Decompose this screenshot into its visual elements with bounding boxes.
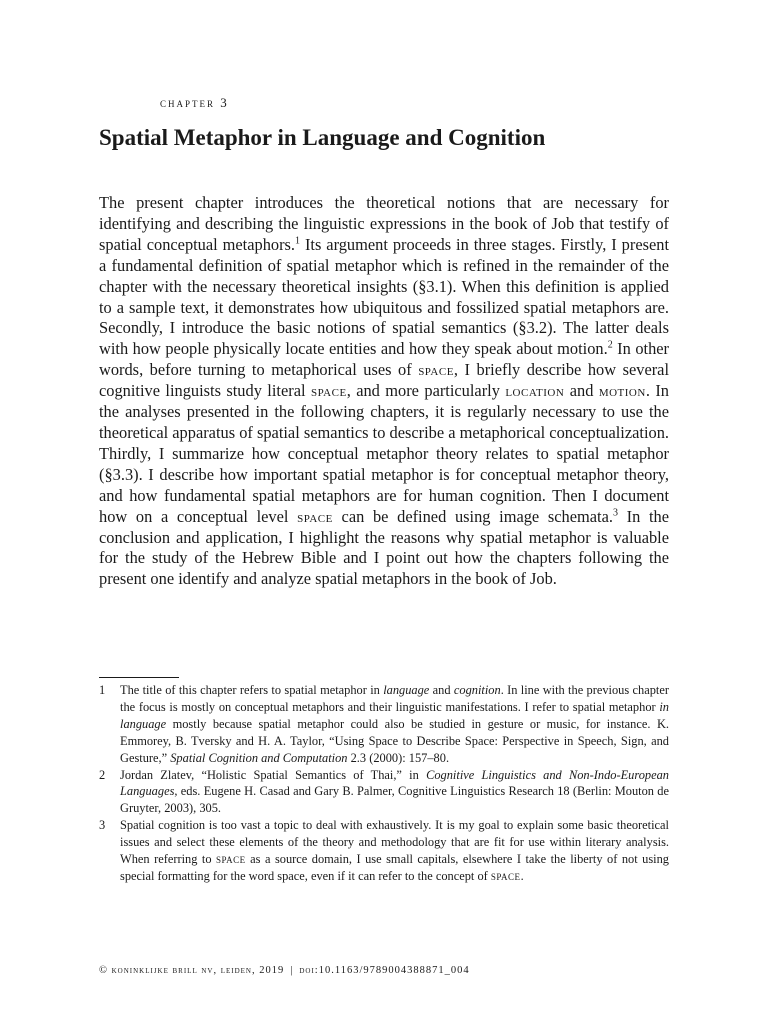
footnote-italic: Cognitive Linguistics and Non-Indo-European Languages: [120, 767, 669, 799]
body-text-segment: In other words, before turning to metaphorical uses of: [99, 339, 670, 380]
footnote-number: 3: [99, 818, 106, 833]
footnote-italic: Spatial Cognition and Computation: [170, 750, 348, 765]
footnote-text: as a source domain, I use small capitals, elsewhere I take the liberty of not using special formatting for the word space, even if it can refer to the concept of: [120, 852, 669, 883]
footnote-text: mostly because spatial metaphor could also be studied in gesture or music, for instance. K. Emmorey, B. Tversky and H. A. Taylor, “Using Space to Describe Space: Perspective in Speech, Sign, and Gesture,”: [120, 716, 669, 765]
footnote-reference-3[interactable]: 3: [612, 507, 618, 519]
footnote-italic: in language: [120, 699, 669, 731]
footnote-text: 2.3 (2000): 157–80.: [347, 750, 450, 765]
page-footer: [99, 965, 669, 976]
body-text-segment: can be defined using image schemata.: [332, 506, 613, 526]
footnote-divider: [99, 677, 179, 678]
body-text-segment: In the conclusion and application, I highlight the reasons why spatial metaphor is valuable for the study of the Hebrew Bible and I point out how the chapters following the present one identify and analyze spatial metaphors in the book of Job.: [99, 506, 670, 589]
footnotes-list: [99, 682, 669, 885]
footnote-italic: cognition: [453, 683, 501, 697]
footnote-reference-2[interactable]: 2: [607, 339, 613, 351]
small-caps-term: space: [297, 506, 333, 526]
copyright-notice: © koninklijke brill nv, leiden, 2019: [99, 965, 285, 976]
body-paragraph: [99, 193, 669, 590]
body-text-segment: , and more particularly: [346, 381, 506, 401]
footnote-number: 1: [99, 683, 106, 697]
footnote-3: [99, 817, 669, 885]
footnote-text: The title of this chapter refers to spatial metaphor in: [120, 683, 384, 697]
small-caps-term: space: [418, 360, 454, 380]
chapter-label: chapter 3: [160, 95, 229, 110]
small-caps-term: space: [490, 868, 521, 883]
small-caps-term: space: [310, 381, 347, 401]
body-text-segment: and: [564, 381, 599, 401]
doi-link[interactable]: doi:10.1163/9789004388871_004: [299, 965, 470, 976]
body-text-segment: Its argument proceeds in three stages. Firstly, I present a fundamental definition of spatial metaphor which is refined in the remainder of the chapter with the necessary theoretical insights (§3.1). When this definition is applied to a sample text, it demonstrates how ubiquitous and fossilized spatial metaphors are. Secondly, I introduce the basic notions of spatial semantics (§3.2). The latter deals with how people physically locate entities and how they speak about motion.: [99, 234, 669, 359]
body-text-segment: , I briefly describe how several cognitive linguists study literal: [99, 360, 670, 401]
footnote-text: and: [429, 683, 454, 697]
footnote-2: [99, 767, 669, 818]
footnote-reference-1[interactable]: 1: [295, 235, 301, 247]
footnote-1: [99, 682, 669, 767]
footnote-text: .: [520, 868, 524, 883]
chapter-title: Spatial Metaphor in Language and Cognition: [99, 125, 546, 150]
footnote-number: 2: [99, 767, 106, 782]
footnote-text: . In line with the previous chapter the focus is mostly on conceptual metaphors and their linguistic manifestations. I refer to spatial metaphor: [120, 683, 669, 714]
footer-separator: |: [290, 965, 294, 976]
small-caps-term: location: [505, 381, 565, 401]
body-text-segment: The present chapter introduces the theoretical notions that are necessary for identifying and describing the linguistic expressions in the book of Job that testify of spatial conceptual metaphors.: [99, 193, 669, 254]
footnote-italic: language: [383, 683, 430, 697]
footnote-text: Jordan Zlatev, “Holistic Spatial Semantics of Thai,” in: [120, 767, 427, 782]
footnote-text: Spatial cognition is too vast a topic to deal with exhaustively. It is my goal to explain some basic theoretical issues and select these elements of the theory and methodology that are fit for use within literary analysis. When referring to: [120, 818, 669, 867]
footnote-text: , eds. Eugene H. Casad and Gary B. Palmer, Cognitive Linguistics Research 18 (Berlin: Mouton de Gruyter, 2003), 305.: [120, 784, 669, 816]
small-caps-term: motion: [598, 381, 646, 401]
small-caps-term: space: [216, 852, 246, 867]
body-text-segment: . In the analyses presented in the following chapters, it is regularly necessary to use the theoretical apparatus of spatial semantics to describe a metaphorical conceptualization. Thirdly, I summarize how conceptual metaphor theory relates to spatial metaphor (§3.3). I describe how important spatial metaphor is for conceptual metaphor theory, and how fundamental spatial metaphors are for human cognition. Then I document how on a conceptual level: [99, 381, 669, 526]
